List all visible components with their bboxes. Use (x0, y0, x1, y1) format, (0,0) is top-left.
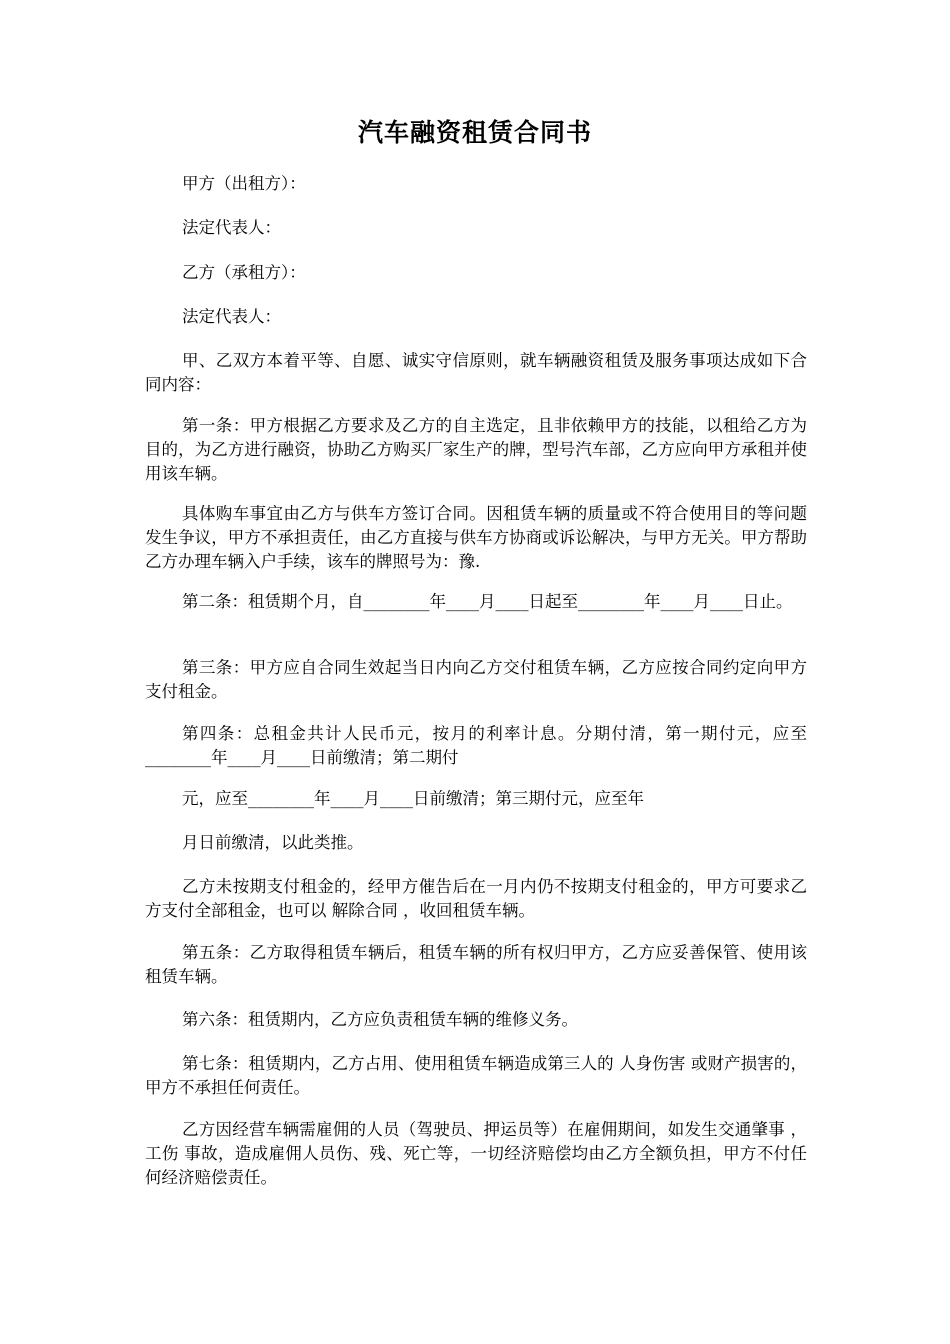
paragraph-article-3: 第三条：甲方应自合同生效起当日内向乙方交付租赁车辆，乙方应按合同约定向甲方支付租金。 (145, 658, 807, 701)
paragraph-article-4: 第四条：总租金共计人民币元，按月的利率计息。分期付清，第一期付元，应至________年____月____日前缴清；第二期付 (145, 724, 807, 767)
paragraph-party-a: 甲方（出租方）： (182, 174, 306, 193)
paragraph-article-1: 第一条：甲方根据乙方要求及乙方的自主选定，且非依赖甲方的技能，以租给乙方为目的，为乙方进行融资，协助乙方购买厂家生产的牌，型号汽车部，乙方应向甲方承租并使用该车辆。 (145, 416, 807, 483)
paragraph-party-b-representative: 法定代表人： (182, 307, 281, 326)
paragraph-late-payment: 乙方未按期支付租金的，经甲方催告后在一月内仍不按期支付租金的，甲方可要求乙方支付全部租金，也可以 解除合同 ，收回租赁车辆。 (145, 877, 807, 920)
document-title: 汽车融资租赁合同书 (357, 118, 592, 147)
paragraph-party-a-representative: 法定代表人： (182, 218, 281, 237)
paragraph-article-5: 第五条：乙方取得租赁车辆后，租赁车辆的所有权归甲方，乙方应妥善保管、使用该租赁车辆。 (145, 943, 807, 986)
paragraph-article-7: 第七条：租赁期内，乙方占用、使用租赁车辆造成第三人的 人身伤害 或财产损害的，甲方不承担任何责任。 (145, 1054, 807, 1097)
paragraph-preamble: 甲、乙双方本着平等、自愿、诚实守信原则，就车辆融资租赁及服务事项达成如下合同内容： (145, 351, 807, 394)
paragraph-installment-3: 元，应至________年____月____日前缴清；第三期付元，应至年 (182, 789, 644, 808)
paragraph-article-6: 第六条：租赁期内，乙方应负责租赁车辆的维修义务。 (182, 1010, 578, 1029)
paragraph-purchase: 具体购车事宜由乙方与供车方签订合同。因租赁车辆的质量或不符合使用目的等问题发生争议，甲方不承担责任，由乙方直接与供车方协商或诉讼解决，与甲方无关。甲方帮助乙方办理车辆入户手续，该车的牌照号为：豫. (145, 504, 807, 571)
paragraph-installment-etc: 月日前缴清，以此类推。 (182, 833, 364, 852)
paragraph-article-2: 第二条：租赁期个月，自________年____月____日起至________年____月____日止。 (182, 592, 793, 611)
paragraph-party-b: 乙方（承租方）： (182, 263, 306, 282)
paragraph-employees: 乙方因经营车辆需雇佣的人员（驾驶员、押运员等）在雇佣期间，如发生交通肇事 ， 工伤 事故，造成雇佣人员伤、残、死亡等，一切经济赔偿均由乙方全额负担，甲方不付任何经济赔偿责任。 (145, 1120, 807, 1187)
